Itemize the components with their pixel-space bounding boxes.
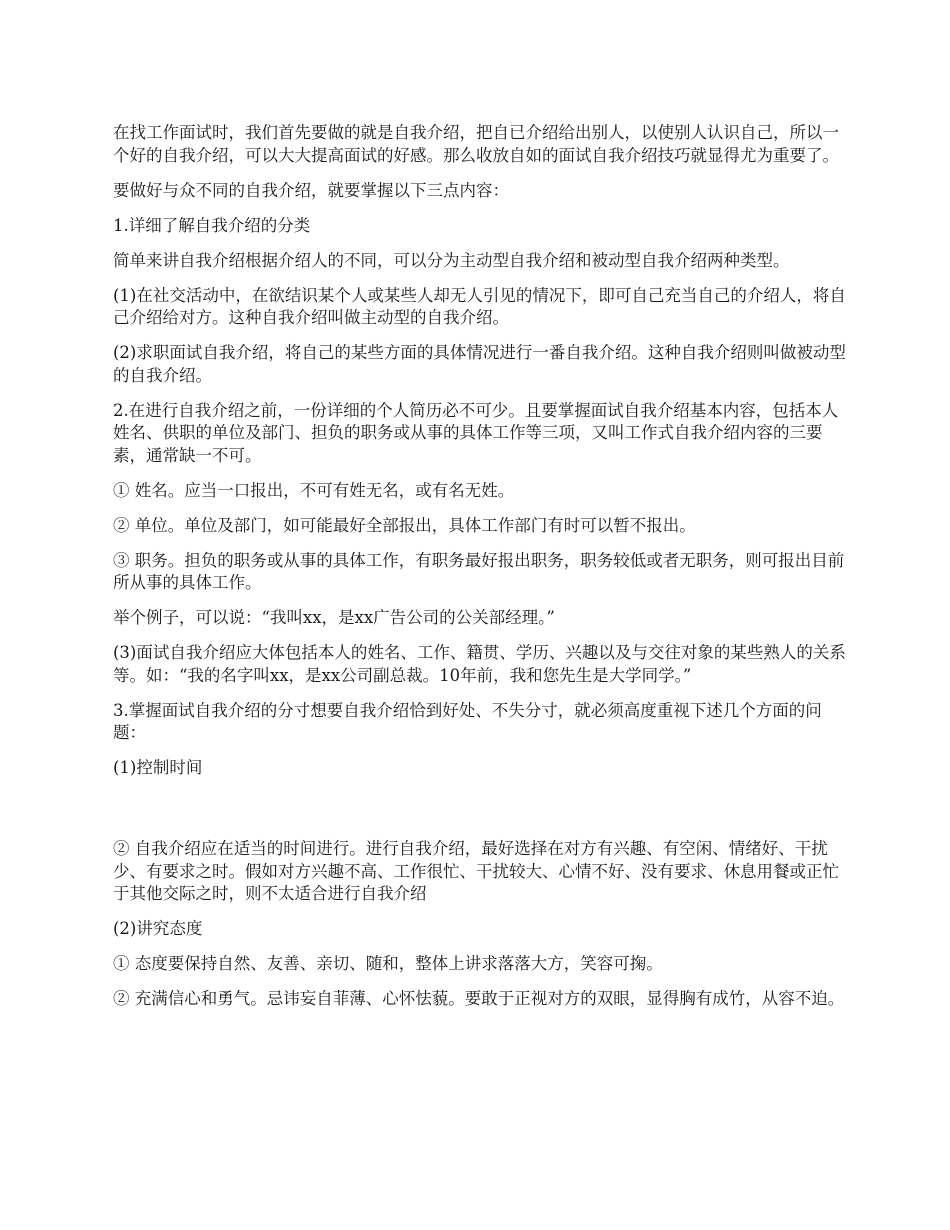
paragraph-intro: 在找工作面试时，我们首先要做的就是自我介绍，把自已介绍给出别人，以使别人认识自己，所以一个好的自我介绍，可以大大提高面试的好感。那么收放自如的面试自我介绍技巧就显得尤为重要了。	[113, 123, 839, 165]
paragraph-example: 举个例子，可以说：“我叫xx，是xx广告公司的公关部经理。”	[113, 608, 555, 627]
list-item-position: ③ 职务。担负的职务或从事的具体工作，有职务最好报出职务，职务较低或者无职务，则可报出目前所从事的具体工作。	[113, 550, 845, 592]
paragraph-types: 简单来讲自我介绍根据介绍人的不同，可以分为主动型自我介绍和被动型自我介绍两种类型。	[113, 250, 790, 270]
document-body	[113, 122, 848, 1023]
list-item-name: ① 姓名。应当一口报出，不可有姓无名，或有名无姓。	[113, 480, 515, 500]
paragraph-content-scope: (3)面试自我介绍应大体包括本人的姓名、工作、籍贯、学历、兴趣以及与交往对象的某些熟人的关系等。如：“我的名字叫xx，是xx公司副总裁。10年前，我和您先生是大学同学。”	[113, 643, 846, 685]
blank-gap	[113, 792, 848, 838]
heading-section-3: 3.掌握面试自我介绍的分寸想要自我介绍恰到好处、不失分寸，就必须高度重视下述几个方面的问题：	[113, 700, 822, 742]
list-item-confidence: ② 充满信心和勇气。忌讳妄自菲薄、心怀怯藐。要敢于正视对方的双眼，显得胸有成竹，从容不迫。	[113, 989, 845, 1008]
subheading-control-time: (1)控制时间	[113, 758, 203, 777]
list-item-timing: ② 自我介绍应在适当的时间进行。进行自我介绍，最好选择在对方有兴趣、有空闲、情绪好、干扰少、有要求之时。假如对方兴趣不高、工作很忙、干扰较大、心情不好、没有要求、休息用餐或正忙于其他交际之时，则不太适合进行自我介绍	[113, 839, 839, 903]
paragraph-active-type: (1)在社交活动中，在欲结识某个人或某些人却无人引见的情况下，即可自己充当自己的介绍人，将自己介绍给对方。这种自我介绍叫做主动型的自我介绍。	[113, 285, 846, 327]
paragraph-three-points: 要做好与众不同的自我介绍，就要掌握以下三点内容：	[113, 180, 509, 200]
subheading-attitude: (2)讲究态度	[113, 919, 203, 938]
heading-section-2: 2.在进行自我介绍之前，一份详细的个人简历必不可少。且要掌握面试自我介绍基本内容，包括本人姓名、供职的单位及部门、担负的职务或从事的具体工作等三项，又叫工作式自我介绍内容的三要素，通常缺一不可。	[113, 400, 839, 465]
list-item-natural-attitude: ① 态度要保持自然、友善、亲切、随和，整体上讲求落落大方，笑容可掬。	[113, 954, 663, 973]
paragraph-passive-type: (2)求职面试自我介绍，将自己的某些方面的具体情况进行一番自我介绍。这种自我介绍则叫做被动型的自我介绍。	[113, 343, 846, 385]
heading-section-1: 1.详细了解自我介绍的分类	[113, 215, 311, 235]
list-item-unit: ② 单位。单位及部门，如可能最好全部报出，具体工作部门有时可以暂不报出。	[113, 515, 696, 535]
